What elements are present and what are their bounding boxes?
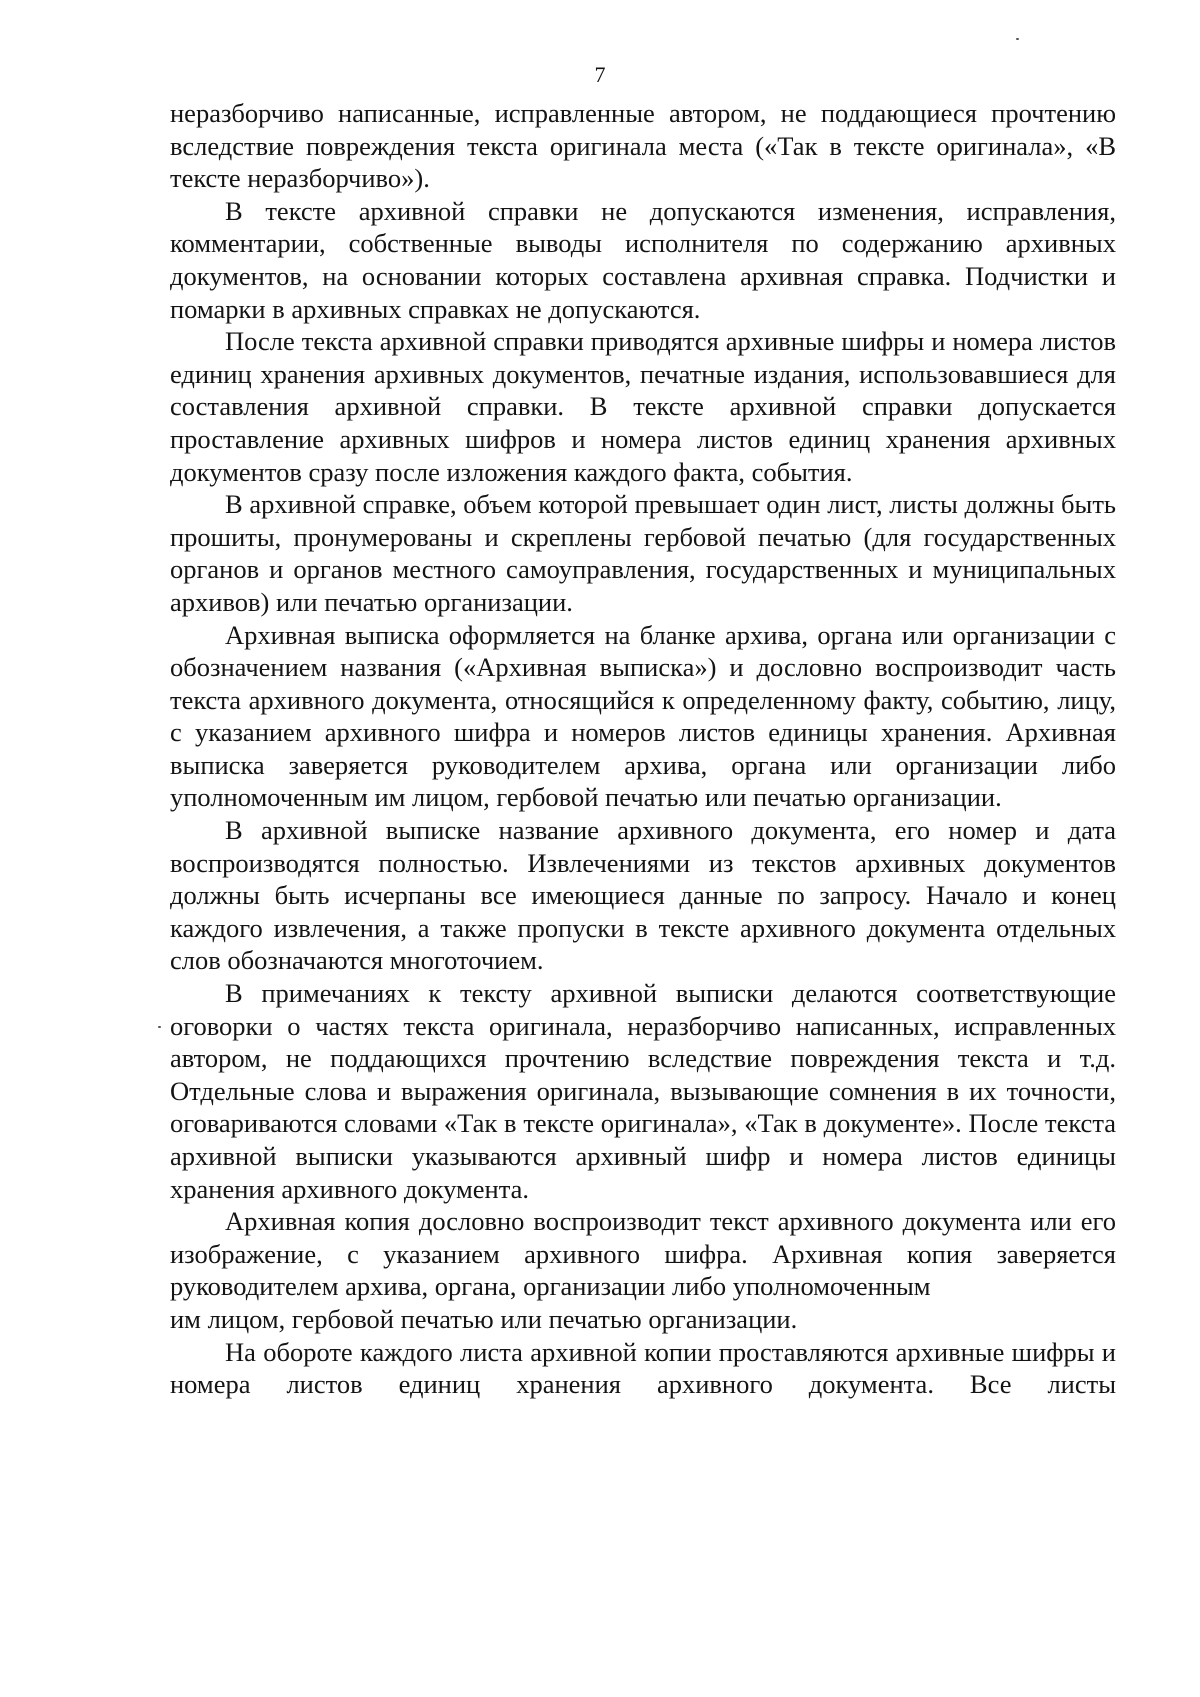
paragraph-archival-copy: Архивная копия дословно воспроизводит текст архивного документа или его изображение, с указанием архивного шифра. Архивная копия заверяется руководителем архива, органа, организации либо уполномоченным — [170, 1206, 1116, 1302]
paragraph-archival-copy-continued: им лицом, гербовой печатью или печатью организации. — [170, 1303, 798, 1334]
paragraph-archival-extract: Архивная выписка оформляется на бланке архива, органа или организации с обозначением названия («Архивная выписка») и дословно воспроизводит часть текста архивного документа, относящийся к определенному факту, событию, лицу, с указанием архивного шифра и номеров листов единицы хранения. Архивная выписка заверяется руководителем архива, органа или организации либо уполномоченным им лицом, гербовой печатью или печатью организации. — [170, 619, 1116, 813]
body-text — [170, 97, 1116, 1401]
scan-speck — [1016, 38, 1019, 40]
page-number: 7 — [594, 62, 606, 87]
paragraph-extract-title: В архивной выписке название архивного документа, его номер и дата воспроизводятся полностью. Извлечениями из текстов архивных документов должны быть исчерпаны все имеющиеся данные по запросу. Начало и конец каждого извлечения, а также пропуски в тексте архивного документа отдельных слов обозначаются многоточием. — [170, 815, 1116, 976]
paragraph-copy-reverse-side: На обороте каждого листа архивной копии проставляются архивные шифры и номера листов единиц хранения архивного документа. Все листы — [170, 1336, 1116, 1400]
paragraph-multi-sheet-binding: В архивной справке, объем которой превышает один лист, листы должны быть прошиты, пронумерованы и скреплены гербовой печатью (для государственных органов и органов местного самоуправления, государственных и муниципальных архивов) или печатью организации. — [170, 489, 1116, 617]
paragraph-continuation: неразборчиво написанные, исправленные автором, не поддающиеся прочтению вследствие повреждения текста оригинала места («Так в тексте оригинала», «В тексте неразборчиво»). — [170, 98, 1116, 194]
paragraph-archival-codes: После текста архивной справки приводятся архивные шифры и номера листов единиц хранения архивных документов, печатные издания, использовавшиеся для составления архивной справки. В тексте архивной справки допускается проставление архивных шифров и номера листов единиц хранения архивных документов сразу после изложения каждого факта, события. — [170, 326, 1116, 487]
paragraph-extract-notes: В примечаниях к тексту архивной выписки делаются соответствующие оговорки о частях текста оригинала, неразборчиво написанных, исправленных автором, не поддающихся прочтению вследствие повреждения текста и т.д. Отдельные слова и выражения оригинала, вызывающие сомнения в их точности, оговариваются словами «Так в тексте оригинала», «Так в документе». После текста архивной выписки указываются архивный шифр и номера листов единицы хранения архивного документа. — [170, 978, 1116, 1204]
scan-speck — [158, 1026, 161, 1028]
paragraph-corrections-prohibited: В тексте архивной справки не допускаются изменения, исправления, комментарии, собственные выводы исполнителя по содержанию архивных документов, на основании которых составлена архивная справка. Подчистки и помарки в архивных справках не допускаются. — [170, 195, 1116, 324]
